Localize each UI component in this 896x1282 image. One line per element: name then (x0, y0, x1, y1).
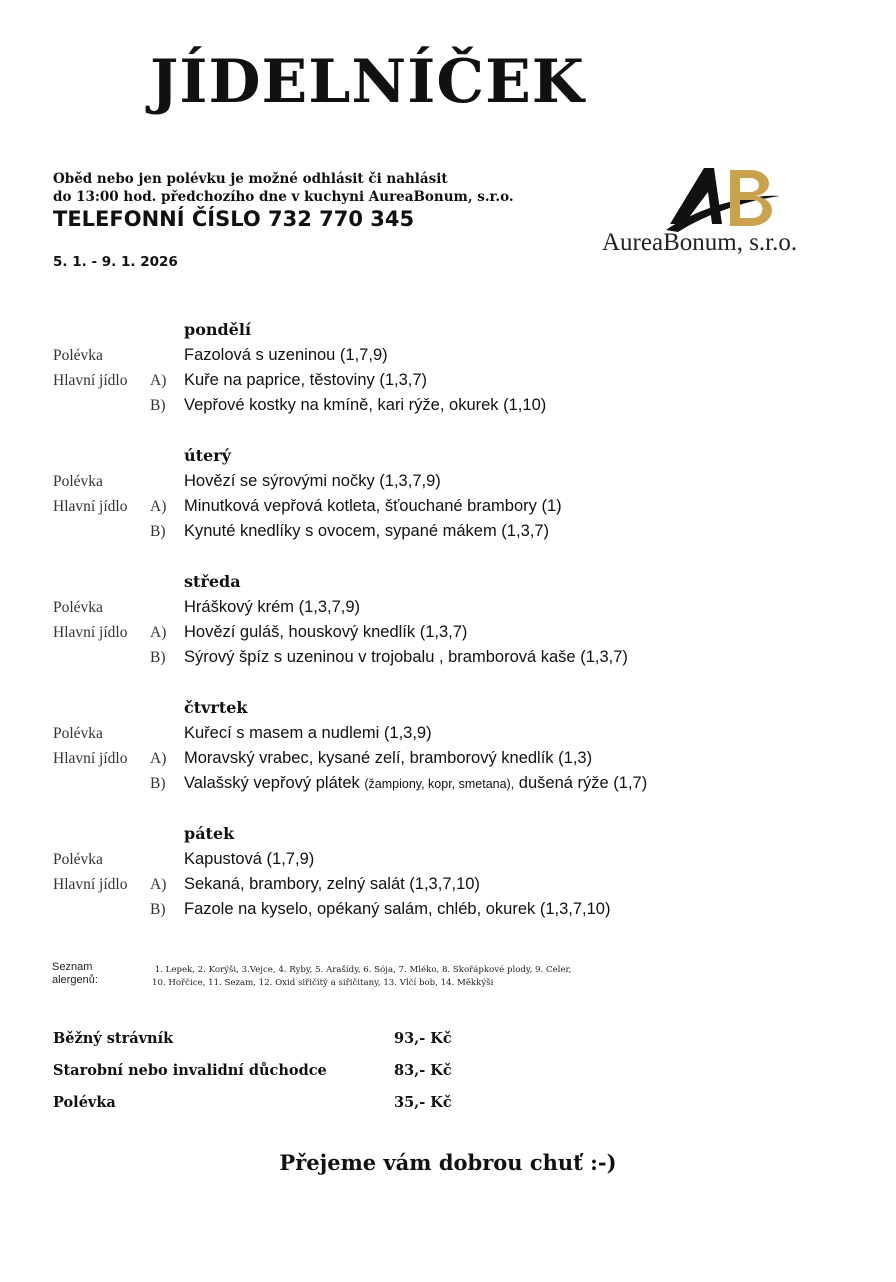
phone-number: TELEFONNÍ ČÍSLO 732 770 345 (53, 207, 415, 231)
option-a-label: A) (150, 750, 167, 767)
order-info-line-2: do 13:00 hod. předchozího dne v kuchyni AureaBonum, s.r.o. (53, 189, 514, 205)
price-value: 83,- Kč (394, 1062, 452, 1079)
soup-label: Polévka (53, 725, 103, 742)
main-a-row (0, 876, 896, 901)
day-monday (0, 318, 896, 444)
main-label: Hlavní jídlo (53, 372, 128, 389)
allergens-list (152, 964, 571, 990)
option-b-label: B) (150, 397, 166, 414)
day-tuesday (0, 444, 896, 570)
main-b-dish: Fazole na kyselo, opékaný salám, chléb, okurek (1,3,7,10) (184, 900, 611, 918)
option-b-label: B) (150, 775, 166, 792)
main-a-dish: Minutková vepřová kotleta, šťouchané brambory (1) (184, 497, 562, 515)
main-a-row (0, 498, 896, 523)
soup-dish: Hráškový krém (1,3,7,9) (184, 598, 361, 616)
option-a-label: A) (150, 876, 167, 893)
soup-row (0, 851, 896, 876)
allergens-line-2: 10. Hořčice, 11. Sezam, 12. Oxid siřičitý a siřičitany, 13. Vlčí bob, 14. Měkkýši (152, 978, 494, 988)
main-b-row (0, 775, 896, 800)
option-b-label: B) (150, 649, 166, 666)
main-b-dish: Vepřové kostky na kmíně, kari rýže, okurek (1,10) (184, 396, 547, 414)
price-label: Starobní nebo invalidní důchodce (53, 1062, 327, 1079)
soup-dish: Kapustová (1,7,9) (184, 850, 315, 868)
main-a-row (0, 624, 896, 649)
main-b-row (0, 649, 896, 674)
main-label: Hlavní jídlo (53, 498, 128, 515)
day-thursday (0, 696, 896, 822)
soup-label: Polévka (53, 473, 103, 490)
day-name: pátek (184, 824, 235, 843)
soup-row (0, 725, 896, 750)
soup-row (0, 347, 896, 372)
price-row (53, 1094, 553, 1126)
allergens-label: Seznam alergenů: (52, 961, 98, 986)
order-info (53, 170, 514, 206)
day-name: středa (184, 572, 241, 591)
date-range: 5. 1. - 9. 1. 2026 (53, 254, 178, 270)
soup-label: Polévka (53, 599, 103, 616)
price-list (53, 1030, 553, 1126)
logo-text: AureaBonum, s.r.o. (602, 229, 798, 256)
main-b-dish-part-2: dušená rýže (1,7) (514, 774, 648, 792)
price-value: 93,- Kč (394, 1030, 452, 1047)
allergens-line-1: 1. Lepek, 2. Korýši, 3.Vejce, 4. Ryby, 5. Arašídy, 6. Sója, 7. Mléko, 8. Skořápkové plody, 9. Celer, (152, 965, 572, 975)
option-a-label: A) (150, 498, 167, 515)
main-b-row (0, 397, 896, 422)
day-name: úterý (184, 446, 231, 465)
main-b-dish: Kynuté knedlíky s ovocem, sypané mákem (1,3,7) (184, 522, 549, 540)
main-a-row (0, 372, 896, 397)
price-row (53, 1030, 553, 1062)
main-b-dish (184, 774, 647, 793)
price-label: Polévka (53, 1094, 116, 1111)
soup-label: Polévka (53, 851, 103, 868)
main-label: Hlavní jídlo (53, 876, 128, 893)
option-a-label: A) (150, 624, 167, 641)
closing-message: Přejeme vám dobrou chuť :-) (279, 1150, 617, 1175)
main-a-dish: Moravský vrabec, kysané zelí, bramborový knedlík (1,3) (184, 749, 593, 767)
page-title: JÍDELNÍČEK (150, 47, 585, 117)
main-label: Hlavní jídlo (53, 624, 128, 641)
day-name: čtvrtek (184, 698, 248, 717)
price-value: 35,- Kč (394, 1094, 452, 1111)
soup-row (0, 599, 896, 624)
main-b-row (0, 523, 896, 548)
main-a-dish: Kuře na paprice, těstoviny (1,3,7) (184, 371, 428, 389)
day-name: pondělí (184, 320, 252, 339)
price-label: Běžný strávník (53, 1030, 174, 1047)
main-label: Hlavní jídlo (53, 750, 128, 767)
option-b-label: B) (150, 523, 166, 540)
day-friday (0, 822, 896, 948)
order-info-line-1: Oběd nebo jen polévku je možné odhlásit či nahlásit (53, 171, 448, 187)
main-a-dish: Sekaná, brambory, zelný salát (1,3,7,10) (184, 875, 480, 893)
soup-dish: Hovězí se sýrovými nočky (1,3,7,9) (184, 472, 441, 490)
company-logo (600, 150, 845, 280)
main-b-dish-part-1: Valašský vepřový plátek (184, 774, 365, 792)
day-wednesday (0, 570, 896, 696)
price-row (53, 1062, 553, 1094)
main-a-row (0, 750, 896, 775)
soup-dish: Kuřecí s masem a nudlemi (1,3,9) (184, 724, 432, 742)
weekly-menu (0, 318, 896, 948)
main-a-dish: Hovězí guláš, houskový knedlík (1,3,7) (184, 623, 468, 641)
logo-graphic (600, 150, 845, 280)
main-b-dish-note: (žampiony, kopr, smetana), (364, 777, 515, 791)
main-b-dish: Sýrový špíz s uzeninou v trojobalu , bramborová kaše (1,3,7) (184, 648, 628, 666)
soup-dish: Fazolová s uzeninou (1,7,9) (184, 346, 388, 364)
soup-row (0, 473, 896, 498)
option-b-label: B) (150, 901, 166, 918)
soup-label: Polévka (53, 347, 103, 364)
main-b-row (0, 901, 896, 926)
option-a-label: A) (150, 372, 167, 389)
